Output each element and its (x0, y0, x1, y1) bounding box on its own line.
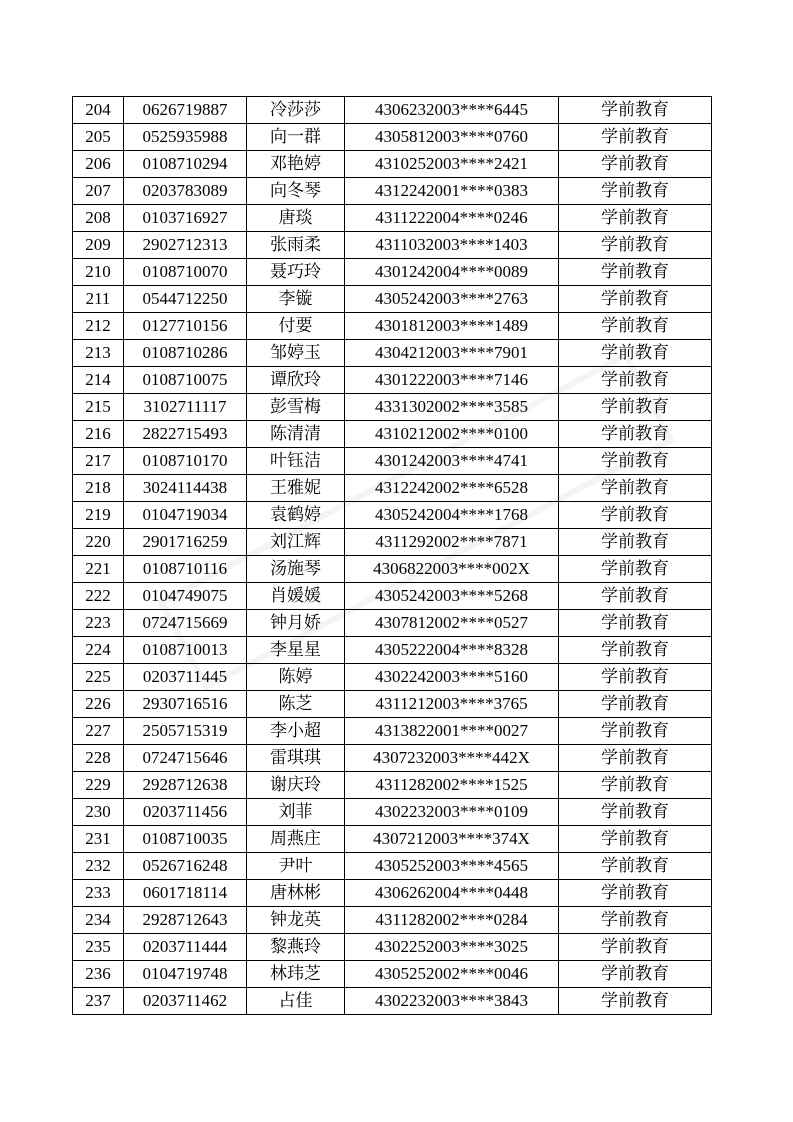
id-number-cell: 4331302002****3585 (345, 394, 559, 421)
id-number-cell: 4307812002****0527 (345, 610, 559, 637)
name-cell: 向一群 (247, 124, 345, 151)
id-number-cell: 4302242003****5160 (345, 664, 559, 691)
major-cell: 学前教育 (559, 97, 712, 124)
id-number-cell: 4310252003****2421 (345, 151, 559, 178)
id-number-cell: 4305252002****0046 (345, 961, 559, 988)
table-row (73, 151, 712, 178)
name-cell: 付要 (247, 313, 345, 340)
exam-number-cell: 0127710156 (124, 313, 247, 340)
row-number-cell: 224 (73, 637, 124, 664)
exam-number-cell: 2902712313 (124, 232, 247, 259)
id-number-cell: 4311032003****1403 (345, 232, 559, 259)
exam-number-cell: 3024114438 (124, 475, 247, 502)
table-row (73, 502, 712, 529)
id-number-cell: 4301242003****4741 (345, 448, 559, 475)
table-row (73, 745, 712, 772)
major-cell: 学前教育 (559, 556, 712, 583)
id-number-cell: 4311292002****7871 (345, 529, 559, 556)
row-number-cell: 222 (73, 583, 124, 610)
major-cell: 学前教育 (559, 421, 712, 448)
name-cell: 汤施琴 (247, 556, 345, 583)
exam-number-cell: 0104749075 (124, 583, 247, 610)
major-cell: 学前教育 (559, 772, 712, 799)
name-cell: 邹婷玉 (247, 340, 345, 367)
row-number-cell: 216 (73, 421, 124, 448)
name-cell: 李小超 (247, 718, 345, 745)
table-row (73, 556, 712, 583)
major-cell: 学前教育 (559, 907, 712, 934)
table-row (73, 340, 712, 367)
row-number-cell: 211 (73, 286, 124, 313)
id-number-cell: 4305242004****1768 (345, 502, 559, 529)
name-cell: 李星星 (247, 637, 345, 664)
id-number-cell: 4301242004****0089 (345, 259, 559, 286)
id-number-cell: 4306822003****002X (345, 556, 559, 583)
exam-number-cell: 2822715493 (124, 421, 247, 448)
exam-number-cell: 0526716248 (124, 853, 247, 880)
id-number-cell: 4305242003****5268 (345, 583, 559, 610)
row-number-cell: 214 (73, 367, 124, 394)
table-row (73, 448, 712, 475)
name-cell: 陈芝 (247, 691, 345, 718)
exam-number-cell: 0203711445 (124, 664, 247, 691)
row-number-cell: 223 (73, 610, 124, 637)
name-cell: 陈清清 (247, 421, 345, 448)
exam-number-cell: 0626719887 (124, 97, 247, 124)
id-number-cell: 4311282002****0284 (345, 907, 559, 934)
exam-number-cell: 0203711462 (124, 988, 247, 1015)
exam-number-cell: 2930716516 (124, 691, 247, 718)
id-number-cell: 4305252003****4565 (345, 853, 559, 880)
major-cell: 学前教育 (559, 691, 712, 718)
table-row (73, 880, 712, 907)
row-number-cell: 225 (73, 664, 124, 691)
name-cell: 袁鹤婷 (247, 502, 345, 529)
row-number-cell: 231 (73, 826, 124, 853)
name-cell: 谢庆玲 (247, 772, 345, 799)
row-number-cell: 209 (73, 232, 124, 259)
row-number-cell: 207 (73, 178, 124, 205)
exam-number-cell: 0104719748 (124, 961, 247, 988)
table-row (73, 988, 712, 1015)
table-row (73, 232, 712, 259)
major-cell: 学前教育 (559, 583, 712, 610)
major-cell: 学前教育 (559, 502, 712, 529)
major-cell: 学前教育 (559, 664, 712, 691)
name-cell: 聂巧玲 (247, 259, 345, 286)
id-number-cell: 4313822001****0027 (345, 718, 559, 745)
major-cell: 学前教育 (559, 178, 712, 205)
table-row (73, 637, 712, 664)
major-cell: 学前教育 (559, 124, 712, 151)
table-row (73, 475, 712, 502)
major-cell: 学前教育 (559, 826, 712, 853)
row-number-cell: 206 (73, 151, 124, 178)
exam-number-cell: 2928712643 (124, 907, 247, 934)
exam-number-cell: 0525935988 (124, 124, 247, 151)
row-number-cell: 221 (73, 556, 124, 583)
major-cell: 学前教育 (559, 259, 712, 286)
id-number-cell: 4306232003****6445 (345, 97, 559, 124)
row-number-cell: 220 (73, 529, 124, 556)
exam-number-cell: 0104719034 (124, 502, 247, 529)
major-cell: 学前教育 (559, 529, 712, 556)
row-number-cell: 237 (73, 988, 124, 1015)
major-cell: 学前教育 (559, 718, 712, 745)
table-row (73, 583, 712, 610)
table-row (73, 799, 712, 826)
row-number-cell: 230 (73, 799, 124, 826)
table-row (73, 529, 712, 556)
row-number-cell: 204 (73, 97, 124, 124)
table-row (73, 691, 712, 718)
exam-number-cell: 0108710294 (124, 151, 247, 178)
row-number-cell: 219 (73, 502, 124, 529)
id-number-cell: 4312242002****6528 (345, 475, 559, 502)
id-number-cell: 4310212002****0100 (345, 421, 559, 448)
exam-number-cell: 0724715646 (124, 745, 247, 772)
major-cell: 学前教育 (559, 367, 712, 394)
major-cell: 学前教育 (559, 745, 712, 772)
major-cell: 学前教育 (559, 151, 712, 178)
name-cell: 叶钰洁 (247, 448, 345, 475)
major-cell: 学前教育 (559, 961, 712, 988)
table-row (73, 934, 712, 961)
id-number-cell: 4307232003****442X (345, 745, 559, 772)
name-cell: 占佳 (247, 988, 345, 1015)
row-number-cell: 213 (73, 340, 124, 367)
roster-table-body (73, 97, 712, 1015)
name-cell: 张雨柔 (247, 232, 345, 259)
id-number-cell: 4312242001****0383 (345, 178, 559, 205)
major-cell: 学前教育 (559, 934, 712, 961)
name-cell: 肖媛媛 (247, 583, 345, 610)
name-cell: 林玮芝 (247, 961, 345, 988)
name-cell: 王雅妮 (247, 475, 345, 502)
table-row (73, 718, 712, 745)
major-cell: 学前教育 (559, 637, 712, 664)
name-cell: 唐琰 (247, 205, 345, 232)
name-cell: 向冬琴 (247, 178, 345, 205)
major-cell: 学前教育 (559, 286, 712, 313)
row-number-cell: 218 (73, 475, 124, 502)
row-number-cell: 205 (73, 124, 124, 151)
name-cell: 冷莎莎 (247, 97, 345, 124)
row-number-cell: 229 (73, 772, 124, 799)
table-row (73, 853, 712, 880)
id-number-cell: 4307212003****374X (345, 826, 559, 853)
table-row (73, 259, 712, 286)
table-row (73, 772, 712, 799)
major-cell: 学前教育 (559, 448, 712, 475)
table-row (73, 97, 712, 124)
exam-number-cell: 0203711444 (124, 934, 247, 961)
roster-table (72, 96, 712, 1015)
exam-number-cell: 0601718114 (124, 880, 247, 907)
table-row (73, 313, 712, 340)
row-number-cell: 217 (73, 448, 124, 475)
table-row (73, 394, 712, 421)
name-cell: 刘菲 (247, 799, 345, 826)
name-cell: 谭欣玲 (247, 367, 345, 394)
id-number-cell: 4305812003****0760 (345, 124, 559, 151)
exam-number-cell: 0108710075 (124, 367, 247, 394)
row-number-cell: 235 (73, 934, 124, 961)
row-number-cell: 232 (73, 853, 124, 880)
table-row (73, 421, 712, 448)
exam-number-cell: 0108710035 (124, 826, 247, 853)
id-number-cell: 4305222004****8328 (345, 637, 559, 664)
major-cell: 学前教育 (559, 799, 712, 826)
name-cell: 陈婷 (247, 664, 345, 691)
name-cell: 雷琪琪 (247, 745, 345, 772)
table-row (73, 205, 712, 232)
exam-number-cell: 0103716927 (124, 205, 247, 232)
major-cell: 学前教育 (559, 394, 712, 421)
table-row (73, 664, 712, 691)
major-cell: 学前教育 (559, 205, 712, 232)
id-number-cell: 4311222004****0246 (345, 205, 559, 232)
id-number-cell: 4306262004****0448 (345, 880, 559, 907)
row-number-cell: 226 (73, 691, 124, 718)
major-cell: 学前教育 (559, 340, 712, 367)
exam-number-cell: 0544712250 (124, 286, 247, 313)
major-cell: 学前教育 (559, 988, 712, 1015)
row-number-cell: 233 (73, 880, 124, 907)
exam-number-cell: 0203711456 (124, 799, 247, 826)
major-cell: 学前教育 (559, 313, 712, 340)
name-cell: 尹叶 (247, 853, 345, 880)
exam-number-cell: 0108710070 (124, 259, 247, 286)
row-number-cell: 228 (73, 745, 124, 772)
exam-number-cell: 0724715669 (124, 610, 247, 637)
id-number-cell: 4311212003****3765 (345, 691, 559, 718)
id-number-cell: 4302232003****0109 (345, 799, 559, 826)
exam-number-cell: 2505715319 (124, 718, 247, 745)
table-row (73, 826, 712, 853)
name-cell: 唐林彬 (247, 880, 345, 907)
exam-number-cell: 0203783089 (124, 178, 247, 205)
row-number-cell: 236 (73, 961, 124, 988)
table-row (73, 178, 712, 205)
name-cell: 彭雪梅 (247, 394, 345, 421)
name-cell: 李镟 (247, 286, 345, 313)
id-number-cell: 4305242003****2763 (345, 286, 559, 313)
id-number-cell: 4311282002****1525 (345, 772, 559, 799)
table-row (73, 907, 712, 934)
row-number-cell: 215 (73, 394, 124, 421)
id-number-cell: 4301222003****7146 (345, 367, 559, 394)
table-row (73, 367, 712, 394)
exam-number-cell: 0108710286 (124, 340, 247, 367)
id-number-cell: 4301812003****1489 (345, 313, 559, 340)
major-cell: 学前教育 (559, 853, 712, 880)
id-number-cell: 4302252003****3025 (345, 934, 559, 961)
name-cell: 周燕庄 (247, 826, 345, 853)
major-cell: 学前教育 (559, 232, 712, 259)
table-row (73, 286, 712, 313)
table-row (73, 961, 712, 988)
exam-number-cell: 2928712638 (124, 772, 247, 799)
name-cell: 刘江辉 (247, 529, 345, 556)
name-cell: 黎燕玲 (247, 934, 345, 961)
name-cell: 钟月娇 (247, 610, 345, 637)
exam-number-cell: 0108710013 (124, 637, 247, 664)
name-cell: 钟龙英 (247, 907, 345, 934)
row-number-cell: 234 (73, 907, 124, 934)
major-cell: 学前教育 (559, 880, 712, 907)
table-row (73, 124, 712, 151)
table-row (73, 610, 712, 637)
major-cell: 学前教育 (559, 610, 712, 637)
id-number-cell: 4302232003****3843 (345, 988, 559, 1015)
row-number-cell: 208 (73, 205, 124, 232)
row-number-cell: 210 (73, 259, 124, 286)
name-cell: 邓艳婷 (247, 151, 345, 178)
major-cell: 学前教育 (559, 475, 712, 502)
exam-number-cell: 0108710170 (124, 448, 247, 475)
exam-number-cell: 0108710116 (124, 556, 247, 583)
exam-number-cell: 3102711117 (124, 394, 247, 421)
id-number-cell: 4304212003****7901 (345, 340, 559, 367)
row-number-cell: 212 (73, 313, 124, 340)
row-number-cell: 227 (73, 718, 124, 745)
exam-number-cell: 2901716259 (124, 529, 247, 556)
